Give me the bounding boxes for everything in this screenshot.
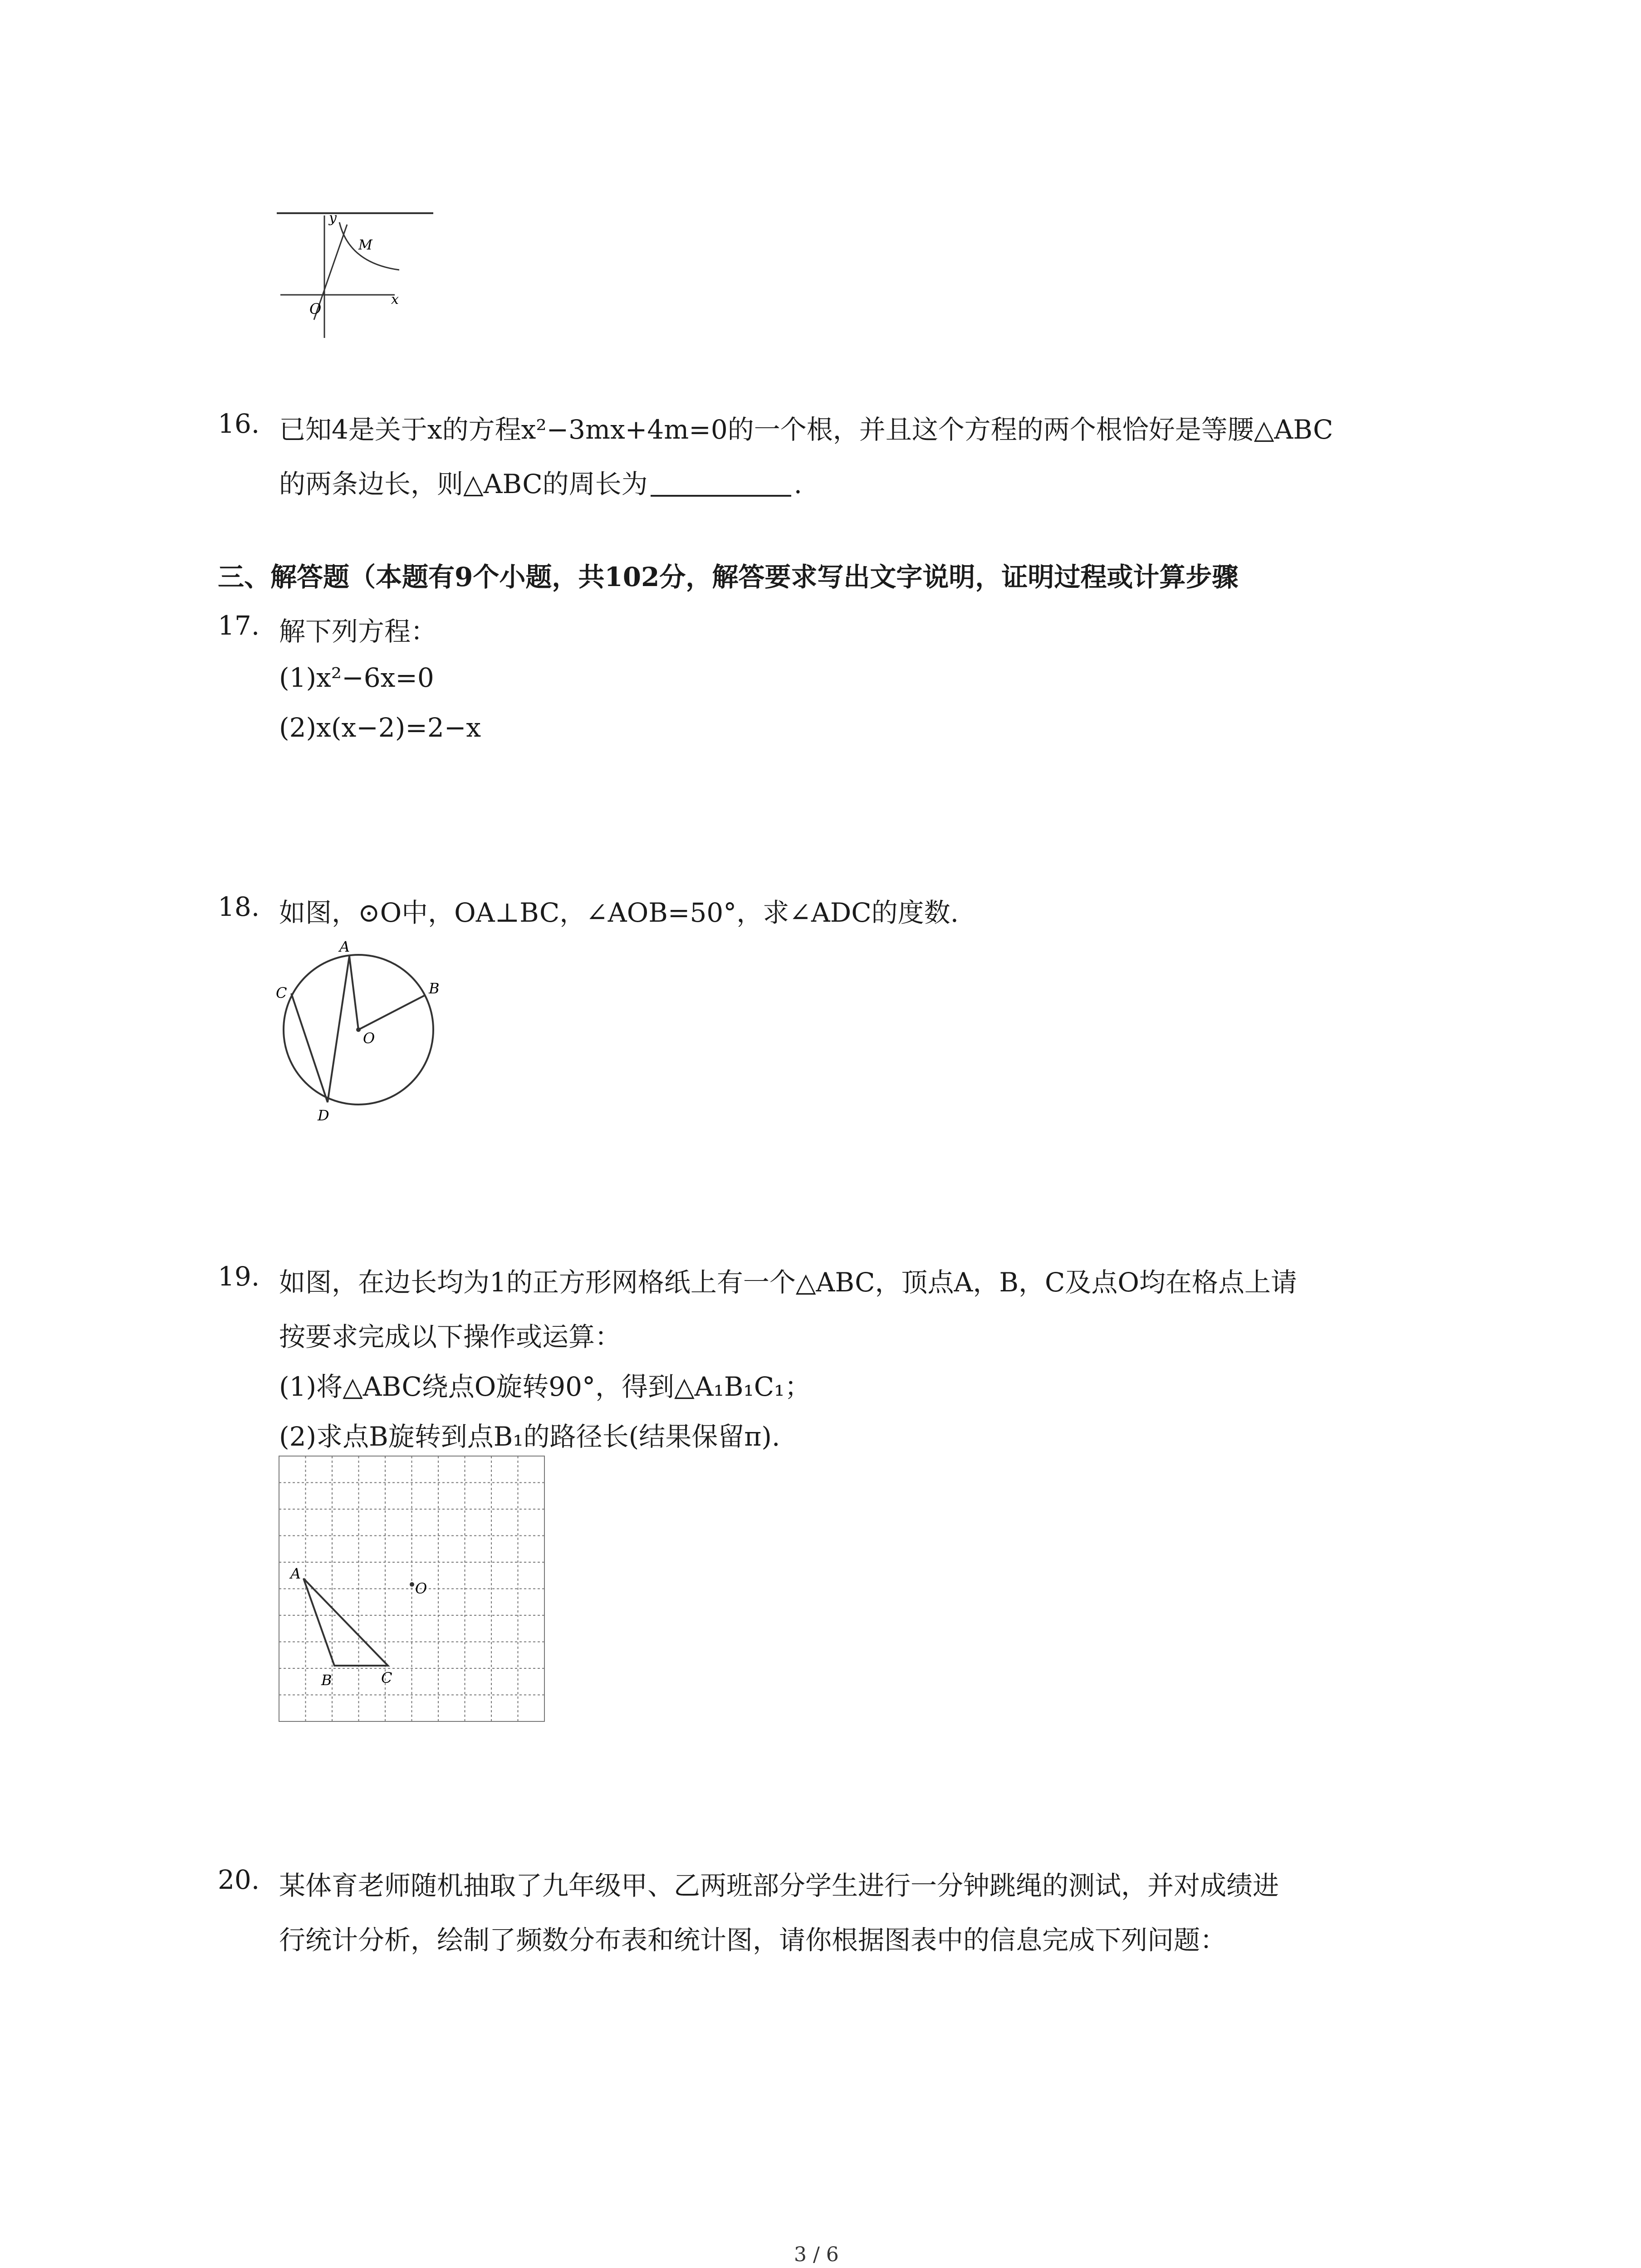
q19-line2: 按要求完成以下操作或运算： [279,1321,622,1352]
q15-figure [272,209,436,345]
q19-part1: (1)将△ABC绕点O旋转90°，得到△A₁B₁C₁； [279,1371,811,1402]
q20-line2: 行统计分析，绘制了频数分布表和统计图，请你根据图表中的信息完成下列问题： [279,1925,1227,1955]
q17-part2: (2)x(x−2)=2−x [279,712,481,743]
q18-stem: 如图，⊙O中，OA⊥BC，∠AOB=50°，求∠ADC的度数. [279,897,959,928]
q18-number: 18. [218,891,260,922]
q16-line1: 已知4是关于x的方程x²−3mx+4m=0的一个根，并且这个方程的两个根恰好是等腰△ABC [279,414,1333,445]
q20-number: 20. [218,1864,260,1895]
q16-line2-text: 的两条边长，则△ABC的周长为 [279,469,648,499]
q17-number: 17. [218,610,260,641]
q18-label-d: D [318,1107,329,1124]
q16-line2-end: . [794,469,803,499]
q19-label-a: A [290,1565,301,1582]
section3-heading: 三、解答题（本题有9个小题，共102分，解答要求写出文字说明，证明过程或计算步骤 [218,562,1239,592]
q18-label-b: B [429,980,440,997]
page-number: 3 / 6 [794,2243,839,2266]
q15-label-y: y [329,210,337,226]
q19-label-o: O [415,1580,427,1597]
q15-label-x: x [391,292,399,308]
q19-number: 19. [218,1261,260,1292]
q18-circle-figure [268,925,467,1125]
q17-stem: 解下列方程： [279,616,437,647]
q19-label-c: C [381,1669,392,1686]
q18-label-o: O [363,1030,375,1047]
q16-answer-blank[interactable] [651,469,791,497]
q18-label-a: A [339,938,350,955]
q20-line1: 某体育老师随机抽取了九年级甲、乙两班部分学生进行一分钟跳绳的测试，并对成绩进 [279,1870,1279,1901]
q16-number: 16. [218,408,260,439]
q19-line1: 如图，在边长均为1的正方形网格纸上有一个△ABC，顶点A，B，C及点O均在格点上请 [279,1267,1297,1298]
q16-line2 [279,463,802,501]
q19-grid-figure [277,1454,549,1726]
q17-part1: (1)x²−6x=0 [279,662,434,693]
q15-label-m: M [358,237,372,253]
q15-label-o: O [309,300,322,318]
q19-part2: (2)求点B旋转到点B₁的路径长(结果保留π). [279,1421,780,1452]
q18-label-c: C [276,984,287,1002]
q19-label-b: B [321,1672,332,1689]
